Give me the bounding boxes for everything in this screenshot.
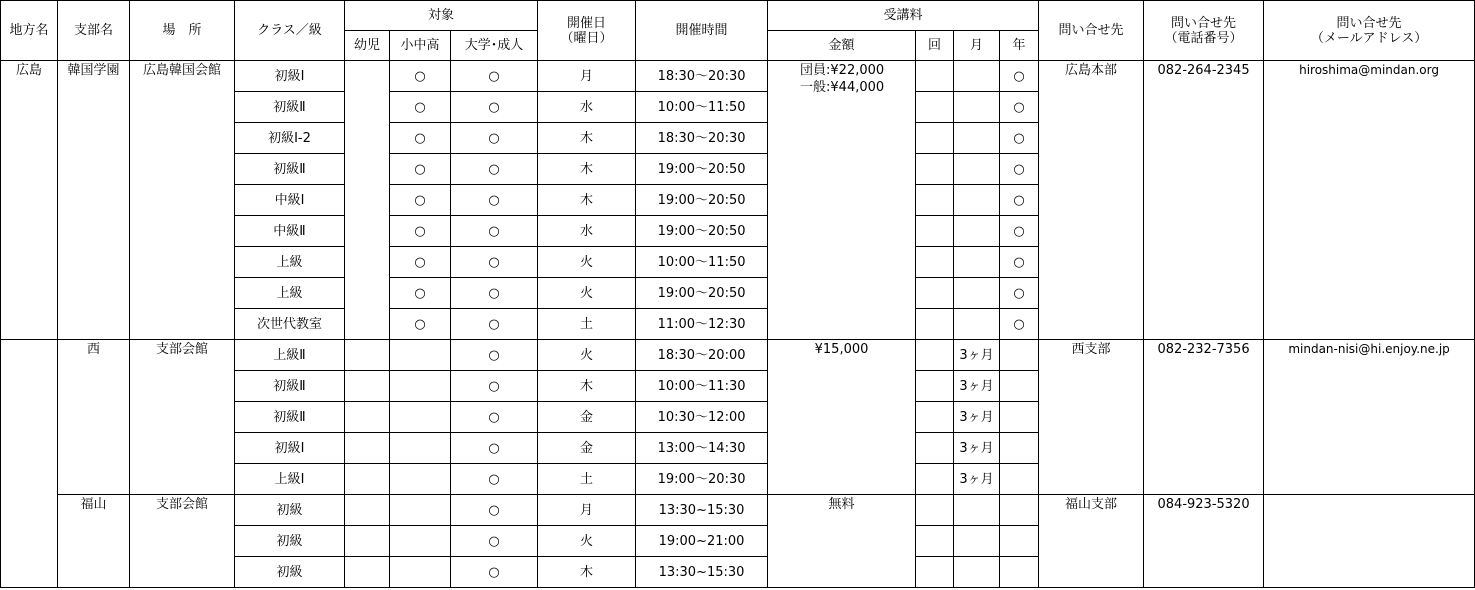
- time-cell: 11:00～12:30: [636, 309, 768, 340]
- fee-month-cell: 3ヶ月: [954, 371, 1000, 402]
- time-cell: 19:00～20:50: [636, 185, 768, 216]
- day-cell: 火: [538, 247, 636, 278]
- target-school-cell: ○: [390, 185, 451, 216]
- time-cell: 13:30~15:30: [636, 557, 768, 588]
- fee-year-cell: ○: [1000, 123, 1039, 154]
- day-cell: 木: [538, 185, 636, 216]
- fee-year-cell: [1000, 557, 1039, 588]
- fee-year-cell: [1000, 402, 1039, 433]
- day-cell: 金: [538, 402, 636, 433]
- fee-year-cell: ○: [1000, 61, 1039, 92]
- time-cell: 10:30～12:00: [636, 402, 768, 433]
- day-cell: 火: [538, 278, 636, 309]
- target-adult-cell: ○: [451, 247, 538, 278]
- target-adult-cell: ○: [451, 402, 538, 433]
- day-cell: 木: [538, 557, 636, 588]
- target-school-cell: ○: [390, 278, 451, 309]
- class-cell: 次世代教室: [235, 309, 345, 340]
- class-cell: 中級Ⅰ: [235, 185, 345, 216]
- header-fee-amount: 金額: [768, 31, 916, 61]
- header-phone: [1144, 1, 1264, 61]
- table-row: [1, 495, 1475, 526]
- class-cell: 初級: [235, 557, 345, 588]
- target-school-cell: [390, 526, 451, 557]
- class-cell: 初級: [235, 526, 345, 557]
- fee-per-time-cell: [916, 433, 954, 464]
- fee-per-time-cell: [916, 247, 954, 278]
- target-adult-cell: ○: [451, 433, 538, 464]
- fee-per-time-cell: [916, 61, 954, 92]
- target-adult-cell: ○: [451, 216, 538, 247]
- time-cell: 19:00～20:50: [636, 278, 768, 309]
- header-fee-per-time: 回: [916, 31, 954, 61]
- day-cell: 水: [538, 216, 636, 247]
- day-cell: 金: [538, 433, 636, 464]
- phone-cell: 082-232-7356: [1144, 340, 1264, 495]
- contact-cell: 福山支部: [1039, 495, 1144, 588]
- target-school-cell: [390, 464, 451, 495]
- target-school-cell: ○: [390, 154, 451, 185]
- day-cell: 月: [538, 495, 636, 526]
- target-child-cell: [345, 557, 390, 588]
- target-child-cell: [345, 433, 390, 464]
- fee-month-cell: [954, 92, 1000, 123]
- target-school-cell: [390, 495, 451, 526]
- target-adult-cell: ○: [451, 185, 538, 216]
- time-cell: 19:00～20:50: [636, 216, 768, 247]
- header-class: クラス／級: [235, 1, 345, 61]
- header-target-school: 小中高: [390, 31, 451, 61]
- email-cell: [1264, 495, 1475, 588]
- location-cell: 支部会館: [130, 340, 235, 495]
- fee-amount-cell: [768, 61, 916, 340]
- fee-year-cell: ○: [1000, 92, 1039, 123]
- target-adult-cell: ○: [451, 309, 538, 340]
- target-adult-cell: ○: [451, 61, 538, 92]
- header-contact: 問い合せ先: [1039, 1, 1144, 61]
- header-email-line-2: （メールアドレス）: [1310, 30, 1428, 46]
- header-region: 地方名: [1, 1, 58, 61]
- fee-month-cell: [954, 154, 1000, 185]
- fee-month-cell: [954, 557, 1000, 588]
- header-fee-month: 月: [954, 31, 1000, 61]
- fee-month-cell: [954, 278, 1000, 309]
- fee-year-cell: ○: [1000, 154, 1039, 185]
- fee-month-cell: [954, 309, 1000, 340]
- day-cell: 火: [538, 526, 636, 557]
- target-child-cell: [345, 526, 390, 557]
- target-adult-cell: ○: [451, 92, 538, 123]
- fee-month-cell: [954, 526, 1000, 557]
- fee-month-cell: [954, 247, 1000, 278]
- fee-month-cell: 3ヶ月: [954, 433, 1000, 464]
- header-phone-line-1: 問い合せ先: [1171, 15, 1237, 31]
- target-adult-cell: ○: [451, 495, 538, 526]
- header-email: [1264, 1, 1475, 61]
- header-day: [538, 1, 636, 61]
- time-cell: 18:30～20:30: [636, 61, 768, 92]
- time-cell: 18:30～20:00: [636, 340, 768, 371]
- header-row-1: [1, 1, 1475, 31]
- day-cell: 土: [538, 309, 636, 340]
- location-cell: 支部会館: [130, 495, 235, 588]
- time-cell: 13:00～14:30: [636, 433, 768, 464]
- target-school-cell: [390, 433, 451, 464]
- fee-month-cell: [954, 61, 1000, 92]
- region-cell: 広島: [1, 61, 58, 340]
- time-cell: 10:00～11:30: [636, 371, 768, 402]
- header-phone-line-2: （電話番号）: [1164, 30, 1243, 46]
- table-row: [1, 61, 1475, 92]
- fee-year-cell: ○: [1000, 185, 1039, 216]
- fee-per-time-cell: [916, 495, 954, 526]
- table-row: [1, 340, 1475, 371]
- class-cell: 上級: [235, 247, 345, 278]
- day-cell: 火: [538, 340, 636, 371]
- fee-year-cell: ○: [1000, 247, 1039, 278]
- class-cell: 初級Ⅱ: [235, 402, 345, 433]
- fee-month-cell: [954, 185, 1000, 216]
- region-cell: [1, 340, 58, 588]
- fee-amount-line: 一般:¥44,000: [800, 80, 885, 95]
- fee-per-time-cell: [916, 340, 954, 371]
- class-cell: 初級Ⅰ-2: [235, 123, 345, 154]
- class-cell: 初級Ⅱ: [235, 371, 345, 402]
- header-day-line-1: 開催日: [567, 15, 607, 31]
- branch-cell: 西: [58, 340, 130, 495]
- time-cell: 10:00～11:50: [636, 247, 768, 278]
- fee-year-cell: ○: [1000, 309, 1039, 340]
- header-fee-year: 年: [1000, 31, 1039, 61]
- fee-month-cell: [954, 123, 1000, 154]
- fee-year-cell: [1000, 371, 1039, 402]
- fee-per-time-cell: [916, 92, 954, 123]
- branch-cell: 韓国学園: [58, 61, 130, 340]
- time-cell: 13:30~15:30: [636, 495, 768, 526]
- class-cell: 初級Ⅱ: [235, 154, 345, 185]
- class-cell: 上級: [235, 278, 345, 309]
- fee-per-time-cell: [916, 309, 954, 340]
- header-target-child: 幼児: [345, 31, 390, 61]
- fee-per-time-cell: [916, 526, 954, 557]
- fee-per-time-cell: [916, 154, 954, 185]
- fee-amount-line: 無料: [828, 497, 855, 512]
- target-school-cell: ○: [390, 61, 451, 92]
- fee-month-cell: 3ヶ月: [954, 464, 1000, 495]
- fee-year-cell: [1000, 495, 1039, 526]
- class-cell: 初級: [235, 495, 345, 526]
- fee-amount-line: ¥15,000: [814, 342, 869, 357]
- target-school-cell: ○: [390, 247, 451, 278]
- class-cell: 初級Ⅰ: [235, 61, 345, 92]
- class-cell: 初級Ⅱ: [235, 92, 345, 123]
- target-child-cell: [345, 402, 390, 433]
- header-location: 場 所: [130, 1, 235, 61]
- time-cell: 18:30～20:30: [636, 123, 768, 154]
- target-school-cell: [390, 557, 451, 588]
- target-child-cell: [345, 495, 390, 526]
- fee-year-cell: [1000, 526, 1039, 557]
- contact-cell: 西支部: [1039, 340, 1144, 495]
- header-target-adult: 大学･成人: [451, 31, 538, 61]
- target-child-cell: [345, 61, 390, 340]
- header-time: 開催時間: [636, 1, 768, 61]
- header-target: 対象: [345, 1, 538, 31]
- header-branch: 支部名: [58, 1, 130, 61]
- fee-month-cell: 3ヶ月: [954, 340, 1000, 371]
- fee-per-time-cell: [916, 402, 954, 433]
- time-cell: 10:00～11:50: [636, 92, 768, 123]
- target-adult-cell: ○: [451, 371, 538, 402]
- target-adult-cell: ○: [451, 464, 538, 495]
- target-child-cell: [345, 371, 390, 402]
- fee-amount-line: 団員:¥22,000: [800, 63, 885, 78]
- fee-per-time-cell: [916, 464, 954, 495]
- day-cell: 木: [538, 371, 636, 402]
- day-cell: 木: [538, 123, 636, 154]
- target-child-cell: [345, 464, 390, 495]
- time-cell: 19:00～20:30: [636, 464, 768, 495]
- target-adult-cell: ○: [451, 557, 538, 588]
- fee-month-cell: 3ヶ月: [954, 402, 1000, 433]
- phone-cell: 082-264-2345: [1144, 61, 1264, 340]
- target-school-cell: [390, 371, 451, 402]
- target-adult-cell: ○: [451, 154, 538, 185]
- email-cell: mindan-nisi@hi.enjoy.ne.jp: [1264, 340, 1475, 495]
- header-email-line-1: 問い合せ先: [1336, 15, 1402, 31]
- fee-year-cell: ○: [1000, 278, 1039, 309]
- class-cell: 中級Ⅱ: [235, 216, 345, 247]
- target-child-cell: [345, 340, 390, 371]
- target-school-cell: [390, 402, 451, 433]
- target-adult-cell: ○: [451, 340, 538, 371]
- day-cell: 木: [538, 154, 636, 185]
- email-cell: hiroshima@mindan.org: [1264, 61, 1475, 340]
- fee-per-time-cell: [916, 371, 954, 402]
- fee-amount-cell: [768, 495, 916, 588]
- day-cell: 月: [538, 61, 636, 92]
- fee-year-cell: [1000, 433, 1039, 464]
- target-school-cell: ○: [390, 123, 451, 154]
- fee-year-cell: [1000, 340, 1039, 371]
- class-cell: 初級Ⅰ: [235, 433, 345, 464]
- target-school-cell: ○: [390, 92, 451, 123]
- time-cell: 19:00~21:00: [636, 526, 768, 557]
- fee-per-time-cell: [916, 557, 954, 588]
- day-cell: 土: [538, 464, 636, 495]
- fee-month-cell: [954, 495, 1000, 526]
- contact-cell: 広島本部: [1039, 61, 1144, 340]
- fee-per-time-cell: [916, 123, 954, 154]
- day-cell: 水: [538, 92, 636, 123]
- fee-per-time-cell: [916, 278, 954, 309]
- time-cell: 19:00～20:50: [636, 154, 768, 185]
- target-school-cell: [390, 340, 451, 371]
- location-cell: 広島韓国会館: [130, 61, 235, 340]
- header-day-line-2: （曜日）: [560, 30, 613, 46]
- class-cell: 上級Ⅱ: [235, 340, 345, 371]
- target-adult-cell: ○: [451, 123, 538, 154]
- phone-cell: 084-923-5320: [1144, 495, 1264, 588]
- target-adult-cell: ○: [451, 278, 538, 309]
- class-cell: 上級Ⅰ: [235, 464, 345, 495]
- header-fee: 受講料: [768, 1, 1039, 31]
- branch-cell: 福山: [58, 495, 130, 588]
- fee-year-cell: [1000, 464, 1039, 495]
- fee-amount-cell: [768, 340, 916, 495]
- fee-per-time-cell: [916, 216, 954, 247]
- target-school-cell: ○: [390, 216, 451, 247]
- fee-per-time-cell: [916, 185, 954, 216]
- fee-month-cell: [954, 216, 1000, 247]
- fee-year-cell: ○: [1000, 216, 1039, 247]
- target-adult-cell: ○: [451, 526, 538, 557]
- target-school-cell: ○: [390, 309, 451, 340]
